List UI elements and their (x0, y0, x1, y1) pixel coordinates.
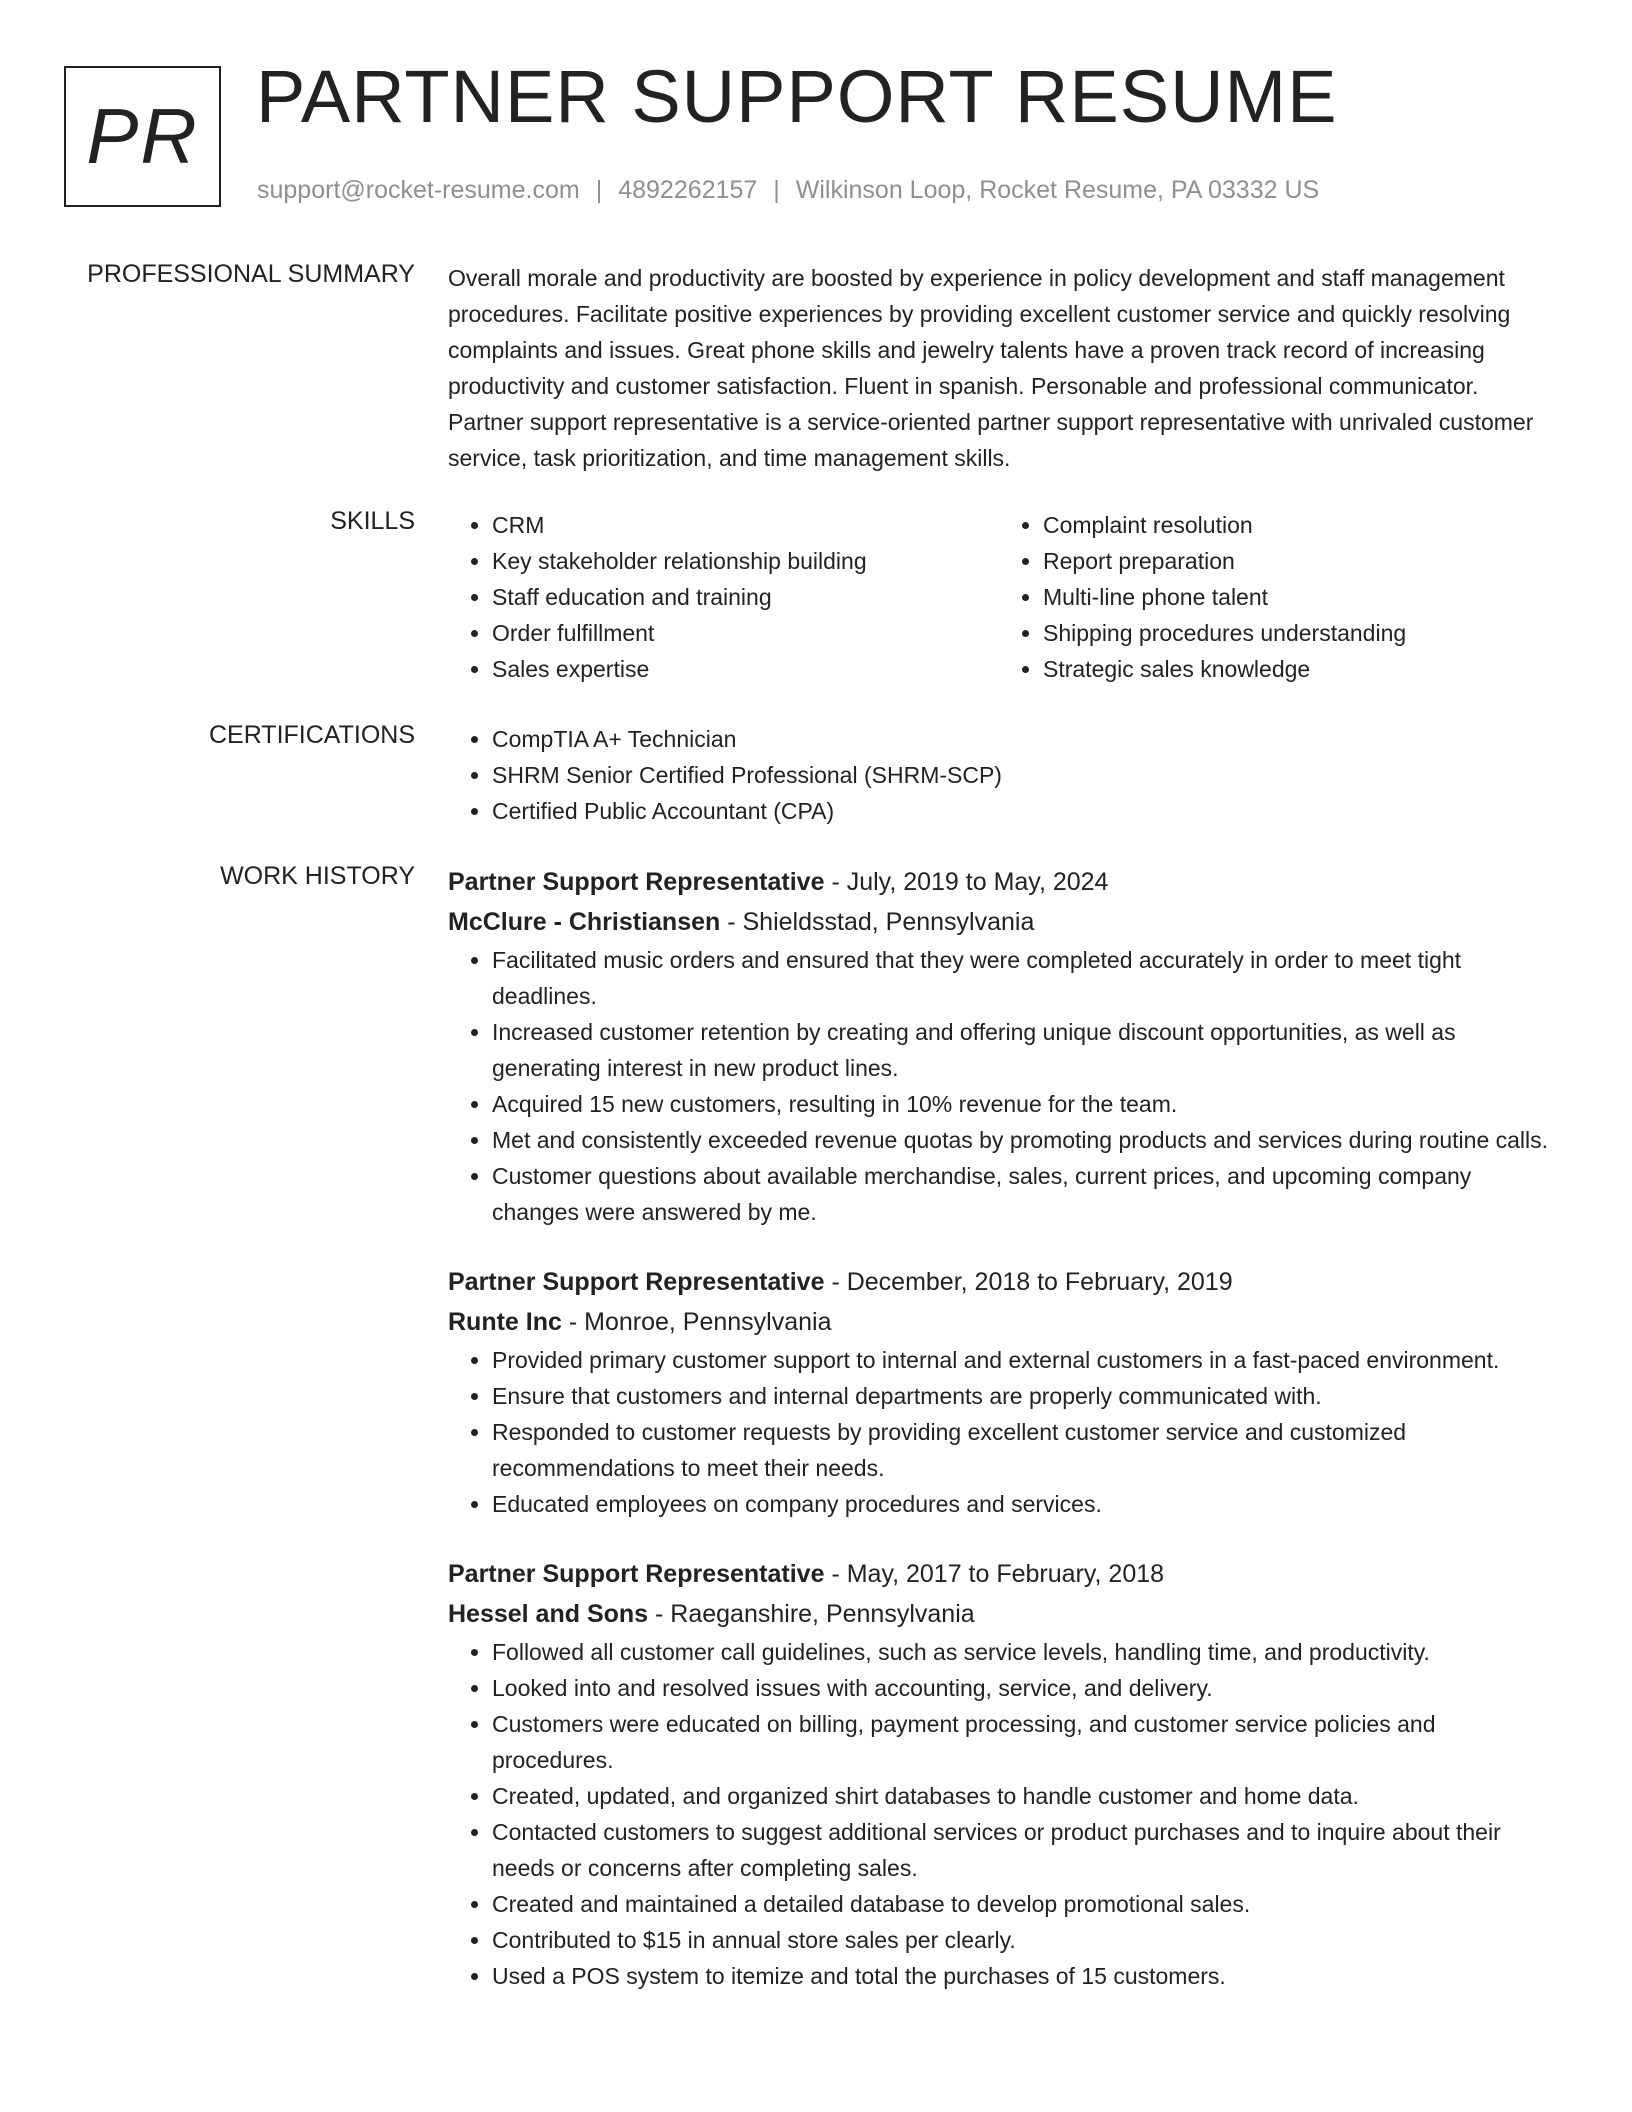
summary-body (448, 260, 1560, 476)
certification-item: • Certified Public Accountant (CPA) (492, 793, 1560, 829)
certifications-list (448, 721, 1560, 829)
job-dates: - July, 2019 to May, 2024 (824, 868, 1109, 896)
contact-line (257, 176, 1319, 205)
job-duty: • Responded to customer requests by providing excellent customer service and customized recommendations to meet their needs. (492, 1414, 1560, 1486)
job-duty: • Acquired 15 new customers, resulting in 10% revenue for the team. (492, 1086, 1560, 1122)
job-duty: • Contacted customers to suggest additional services or product purchases and to inquire about their needs or concerns after completing sales. (492, 1814, 1560, 1886)
job-title: Partner Support Representative (448, 1268, 825, 1296)
job-duty: • Educated employees on company procedures and services. (492, 1486, 1560, 1522)
skill-item: • Strategic sales knowledge (1043, 651, 1550, 687)
resume-title: PARTNER SUPPORT RESUME (256, 55, 1338, 138)
job-duty: • Created and maintained a detailed database to develop promotional sales. (492, 1886, 1560, 1922)
job-company-line (448, 902, 1560, 942)
job-entry (448, 862, 1560, 1230)
job-duty: • Increased customer retention by creating and offering unique discount opportunities, as well as generating interest in new product lines. (492, 1014, 1560, 1086)
certification-item: • CompTIA A+ Technician (492, 721, 1560, 757)
job-title: Partner Support Representative (448, 1560, 825, 1588)
skill-item: • Complaint resolution (1043, 507, 1550, 543)
skill-item: • Staff education and training (492, 579, 999, 615)
job-duty: • Followed all customer call guidelines, such as service levels, handling time, and productivity. (492, 1634, 1560, 1670)
job-duty: • Looked into and resolved issues with accounting, service, and delivery. (492, 1670, 1560, 1706)
contact-email[interactable]: support@rocket-resume.com (257, 176, 580, 204)
work-history-body (448, 862, 1560, 1994)
job-location: - Raeganshire, Pennsylvania (648, 1600, 975, 1628)
job-title-line (448, 862, 1560, 902)
job-title-line (448, 1554, 1560, 1594)
skills-heading: SKILLS (330, 507, 415, 535)
job-duty: • Customers were educated on billing, payment processing, and customer service policies and procedures. (492, 1706, 1560, 1778)
job-location: - Shieldsstad, Pennsylvania (720, 908, 1035, 936)
job-duty: • Created, updated, and organized shirt databases to handle customer and home data. (492, 1778, 1560, 1814)
skill-item: • Order fulfillment (492, 615, 999, 651)
monogram-logo: PR (64, 66, 221, 207)
certifications-body (448, 721, 1560, 829)
job-company: McClure - Christiansen (448, 908, 721, 936)
job-title-line (448, 1262, 1560, 1302)
job-entry (448, 1554, 1560, 1994)
job-duty: • Ensure that customers and internal departments are properly communicated with. (492, 1378, 1560, 1414)
job-dates: - December, 2018 to February, 2019 (824, 1268, 1233, 1296)
work-history-heading: WORK HISTORY (220, 862, 415, 890)
job-title: Partner Support Representative (448, 868, 825, 896)
job-duty: • Met and consistently exceeded revenue quotas by promoting products and services during routine calls. (492, 1122, 1560, 1158)
skills-list-right (999, 507, 1550, 687)
job-dates: - May, 2017 to February, 2018 (824, 1560, 1165, 1588)
contact-address: Wilkinson Loop, Rocket Resume, PA 03332 US (795, 176, 1320, 204)
job-company: Runte Inc (448, 1308, 562, 1336)
job-company-line (448, 1594, 1560, 1634)
contact-separator: | (595, 176, 603, 204)
skill-item: • Report preparation (1043, 543, 1550, 579)
job-company-line (448, 1302, 1560, 1342)
skill-item: • CRM (492, 507, 999, 543)
certification-item: • SHRM Senior Certified Professional (SHRM-SCP) (492, 757, 1560, 793)
skill-item: • Key stakeholder relationship building (492, 543, 999, 579)
summary-heading: PROFESSIONAL SUMMARY (87, 260, 415, 288)
skills-body (448, 507, 1560, 687)
summary-text: Overall morale and productivity are boosted by experience in policy development and staff management procedures. Facilitate positive experiences by providing excellent customer service and quickly resolving complaints and issues. Great phone skills and jewelry talents have a proven track record of increasing productivity and customer satisfaction. Fluent in spanish. Personable and professional communicator. Partner support representative is a service-oriented partner support representative with unrivaled customer service, task prioritization, and time management skills. (448, 265, 1534, 471)
job-duties-list (448, 1342, 1560, 1522)
job-duty: • Customer questions about available merchandise, sales, current prices, and upcoming company changes were answered by me. (492, 1158, 1560, 1230)
skill-item: • Sales expertise (492, 651, 999, 687)
contact-phone[interactable]: 4892262157 (618, 176, 758, 204)
certifications-heading: CERTIFICATIONS (208, 721, 415, 749)
job-duty: • Used a POS system to itemize and total the purchases of 15 customers. (492, 1958, 1560, 1994)
job-duty: • Provided primary customer support to internal and external customers in a fast-paced environment. (492, 1342, 1560, 1378)
skill-item: • Shipping procedures understanding (1043, 615, 1550, 651)
job-duty: • Facilitated music orders and ensured that they were completed accurately in order to meet tight deadlines. (492, 942, 1560, 1014)
job-duties-list (448, 942, 1560, 1230)
job-company: Hessel and Sons (448, 1600, 649, 1628)
skill-item: • Multi-line phone talent (1043, 579, 1550, 615)
job-entry (448, 1262, 1560, 1522)
job-location: - Monroe, Pennsylvania (561, 1308, 832, 1336)
job-duties-list (448, 1634, 1560, 1994)
job-duty: • Contributed to $15 in annual store sales per clearly. (492, 1922, 1560, 1958)
contact-separator: | (773, 176, 780, 204)
skills-list-left (448, 507, 999, 687)
